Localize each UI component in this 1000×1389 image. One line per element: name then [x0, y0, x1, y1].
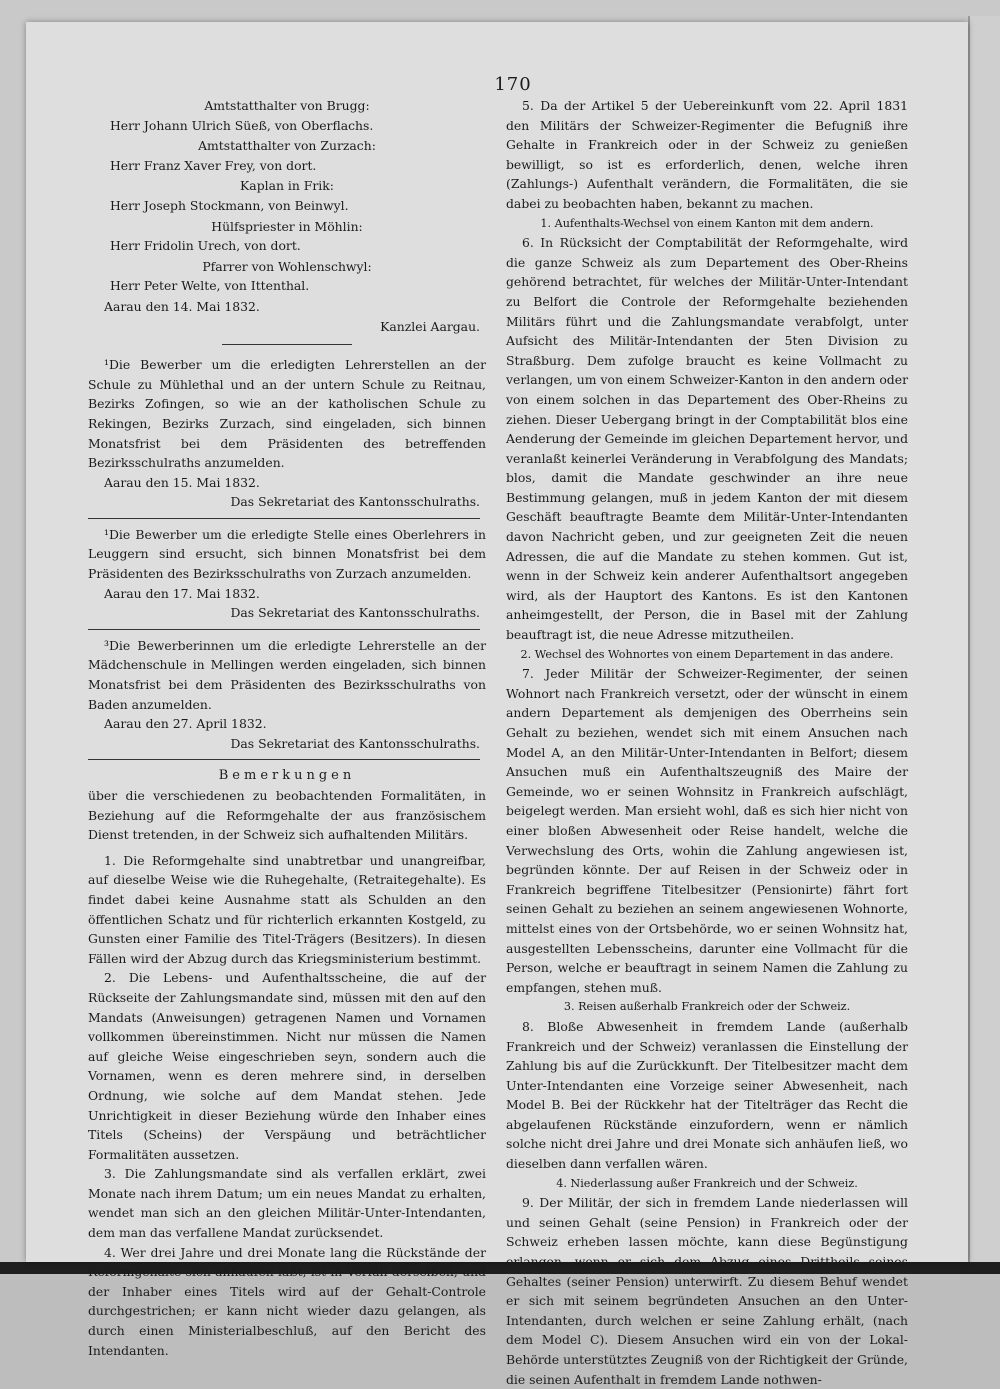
official-title: Pfarrer von Wohlenschwyl:: [202, 258, 372, 274]
signature: Das Sekretariat des Kantonsschulraths.: [230, 605, 480, 621]
subsection-heading: 4. Niederlassung außer Frankreich und der Schweiz.: [556, 1176, 858, 1190]
divider: [88, 629, 480, 630]
facing-page-edge: [968, 16, 1000, 1274]
signature: Kanzlei Aargau.: [380, 318, 480, 334]
numbered-paragraph: 7. Jeder Militär der Schweizer-Regimenter, der seinen Wohnort nach Frankreich versetzt, oder der wünscht in einem andern Departement als demjenigen des Oberrheins sein Gehalt zu beziehen, wendet sich mit einem Ansuchen nach Model A, an den Militär-Unter-Intendanten in Belfort; diesem Ansuchen muß ein Aufenthaltszeugniß des Maire der Gemeinde, wo er seinen Wohnsitz in Frankreich aufschlägt, beigelegt werden. Man ersieht wohl, daß es sich hier nicht von einer bloßen Abwesenheit oder Reise handelt, welche die Verwechslung des Orts, wohin die Zahlung angewiesen ist, begründen könnte. Der auf Reisen in der Schweiz oder in Frankreich begriffene Titelbesitzer (Pensionirte) fährt fort seinen Gehalt zu beziehen an seinem angewiesenen Wohnorte, mittelst eines von der Ortsbehörde, wo er seinen Wohnsitz hat, ausgestellten Lebensscheins, darunter eine Vollmacht für die Person, welche er beauftragt in seinem Namen die Zahlung zu empfangen, stehen muß.: [506, 666, 908, 995]
place-date: Aarau den 14. Mai 1832.: [104, 298, 260, 314]
official-name: Herr Fridolin Urech, von dort.: [110, 238, 301, 254]
official-name: Herr Franz Xaver Frey, von dort.: [110, 157, 317, 173]
official-title: Amtstatthalter von Brugg:: [204, 98, 370, 113]
numbered-paragraph: 1. Die Reformgehalte sind unabtretbar und unangreifbar, auf dieselbe Weise wie die Ruhegehalte, (Retraitegehalte). Es findet dabei keine Ausnahme statt als Schulden an den öffentlichen Schatz und für richterlich erkannten Kostgeld, zu Gunsten einer Familie des Titel-Trägers (Besitzers). In diesen Fällen wird der Abzug durch das Kriegsministerium bestimmt.: [88, 852, 486, 966]
place-date: Aarau den 17. Mai 1832.: [104, 585, 260, 601]
left-column: [88, 96, 486, 1360]
official-title: Hülfspriester in Möhlin:: [211, 218, 363, 234]
official-name: Herr Peter Welte, von Ittenthal.: [110, 278, 310, 294]
section-subheading: über die verschiedenen zu beobachtenden Formalitäten, in Beziehung auf die Reformgehalte der aus französischem Dienst tretenden, in der Schweiz sich aufhaltenden Militärs.: [88, 788, 486, 843]
page-number: 170: [494, 74, 532, 95]
subsection-heading: 3. Reisen außerhalb Frankreich oder der Schweiz.: [563, 1000, 851, 1014]
numbered-paragraph: 6. In Rücksicht der Comptabilität der Reformgehalte, wird die ganze Schweiz als zum Departement des Ober-Rheins gehörend betrachtet, für welches der Militär-Unter-Intendant zu Belfort die Controle der Reformgehalte beziehenden Militärs führt und die Zahlungsmandate verabfolgt, unter Aufsicht des Militär-Intendanten der 5ten Division zu Straßburg. Dem zufolge braucht es keine Vollmacht zu verlangen, um von einem Schweizer-Kanton in den andern oder von einem solchen in das Departement des Ober-Rheins zu ziehen. Dieser Uebergang bringt in der Comptabilität blos eine Aenderung der Gemeinde im gleichen Departement hervor, und veranlaßt keinerlei Veränderung in Verabfolgung des Mandats; blos, damit die Mandate geschwinder an ihre neue Bestimmung gelangen, muß in jedem Kanton der mit diesem Geschäft beauftragte Beamte dem Militär-Unter-Intendanten davon Nachricht geben, und zur geeigneten Zeit die neuen Adressen, die auf die Mandate zu stehen kommen. Gut ist, wenn in der Schweiz kein anderer Aufenthaltsort angegeben wird, als der Hauptort des Kantons. Es ist den Kantonen anheimgestellt, der Person, die in Basel mit der Zahlung beauftragt ist, die neue Adresse mitzutheilen.: [506, 235, 908, 643]
right-column: [506, 96, 908, 1389]
numbered-paragraph: 5. Da der Artikel 5 der Uebereinkunft vom 22. April 1831 den Militärs der Schweizer-Regimenter die Befugniß ihre Gehalte in Frankreich oder in der Schweiz zu genießen bewilligt, so ist es erforderlich, denen, welche ihren (Zahlungs-) Aufenthalt verändern, die Formalitäten, die sie dabei zu beobachten haben, bekannt zu machen.: [506, 98, 908, 211]
numbered-paragraph: 3. Die Zahlungsmandate sind als verfallen erklärt, zwei Monate nach ihrem Datum; um ein neues Mandat zu erhalten, wendet man sich an den gleichen Militär-Unter-Intendanten, dem man das verfallene Mandat zurücksendet.: [88, 1166, 486, 1241]
notice-paragraph: ³Die Bewerberinnen um die erledigte Lehrerstelle an der Mädchenschule in Mellingen werden eingeladen, sich binnen Monatsfrist bei dem Präsidenten des Bezirksschulraths von Baden anzumelden.: [88, 637, 486, 712]
official-name: Herr Johann Ulrich Süeß, von Oberflachs.: [110, 117, 374, 133]
divider: [88, 518, 480, 519]
numbered-paragraph: 4. Wer drei Jahre und drei Monate lang die Rückstände der Reformgehalte sich anhäufen läßt, ist in Verfall derselben, und der Inhaber eines Titels wird auf der Gehalt-Controle durchgestrichen; er kann nicht wieder dazu gelangen, als durch einen Ministerialbeschluß, auf den Bericht des Intendanten.: [88, 1244, 486, 1358]
signature: Das Sekretariat des Kantonsschulraths.: [230, 735, 480, 751]
place-date: Aarau den 15. Mai 1832.: [104, 474, 260, 490]
divider: [88, 759, 480, 760]
divider: [222, 344, 352, 345]
numbered-paragraph: 9. Der Militär, der sich in fremdem Lande niederlassen will und seinen Gehalt (seine Pension) in Frankreich oder der Schweiz erheben lassen möchte, kann diese Begünstigung erlangen, wenn er sich dem Abzug eines Drittheils seines Gehaltes (seiner Pension) unterwirft. Zu diesem Behuf wendet er sich mit seinem begründeten Ansuchen an den Unter-Intendanten, durch welchen er seine Zahlung erhält, (nach dem Model C). Diesem Ansuchen wird ein von der Lokal-Behörde unterstütztes Zeugniß von der Richtigkeit der Gründe, die seinen Aufenthalt in fremdem Lande nothwen-: [506, 1195, 908, 1387]
official-name: Herr Joseph Stockmann, von Beinwyl.: [110, 197, 349, 213]
signature: Das Sekretariat des Kantonsschulraths.: [230, 494, 480, 510]
section-heading: Bemerkungen: [218, 768, 356, 784]
official-title: Amtstatthalter von Zurzach:: [198, 138, 376, 154]
numbered-paragraph: 8. Bloße Abwesenheit in fremdem Lande (außerhalb Frankreich und der Schweiz) veranlassen die Einstellung der Zahlung bis auf die Zurückkunft. Der Titelbesitzer macht dem Unter-Intendanten eine Vorzeige seiner Abwesenheit, nach Model B. Bei der Rückkehr hat der Titelträger das Recht die abgelaufenen Rückstände einzufordern, wenn er nämlich solche nicht drei Jahre und drei Monate sich anhäufen ließ, wo dieselben dann verfallen wären.: [506, 1018, 908, 1172]
official-title: Kaplan in Frik:: [240, 178, 334, 194]
place-date: Aarau den 27. April 1832.: [104, 716, 267, 732]
notice-paragraph: ¹Die Bewerber um die erledigte Stelle eines Oberlehrers in Leuggern sind ersucht, sich binnen Monatsfrist bei dem Präsidenten des Bezirksschulraths von Zurzach anzumelden.: [88, 526, 486, 582]
numbered-paragraph: 2. Die Lebens- und Aufenthaltsscheine, die auf der Rückseite der Zahlungsmandate sind, müssen mit den auf den Mandats (Anweisungen) getragenen Namen und Vornamen vollkommen übereinstimmen. Nicht nur müssen die Namen auf gleiche Weise eingeschrieben seyn, sondern auch die Vornamen, wenn es deren mehrere sind, in derselben Ordnung, wie solche auf dem Mandat stehen. Jede Unrichtigkeit in dieser Beziehung würde den Inhaber eines Titels (Scheins) der Verspäung und beträchtlicher Formalitäten aussetzen.: [88, 970, 486, 1162]
subsection-heading: 2. Wechsel des Wohnortes von einem Departement in das andere.: [520, 647, 894, 661]
notice-paragraph: ¹Die Bewerber um die erledigten Lehrerstellen an der Schule zu Mühlethal und an der untern Schule zu Reitnau, Bezirks Zofingen, so wie an der katholischen Schule zu Rekingen, Bezirks Zurzach, sind eingeladen, sich binnen Monatsfrist bei dem Präsidenten des betreffenden Bezirksschulraths anzumelden.: [88, 357, 486, 471]
subsection-heading: 1. Aufenthalts-Wechsel von einem Kanton mit dem andern.: [540, 216, 874, 230]
